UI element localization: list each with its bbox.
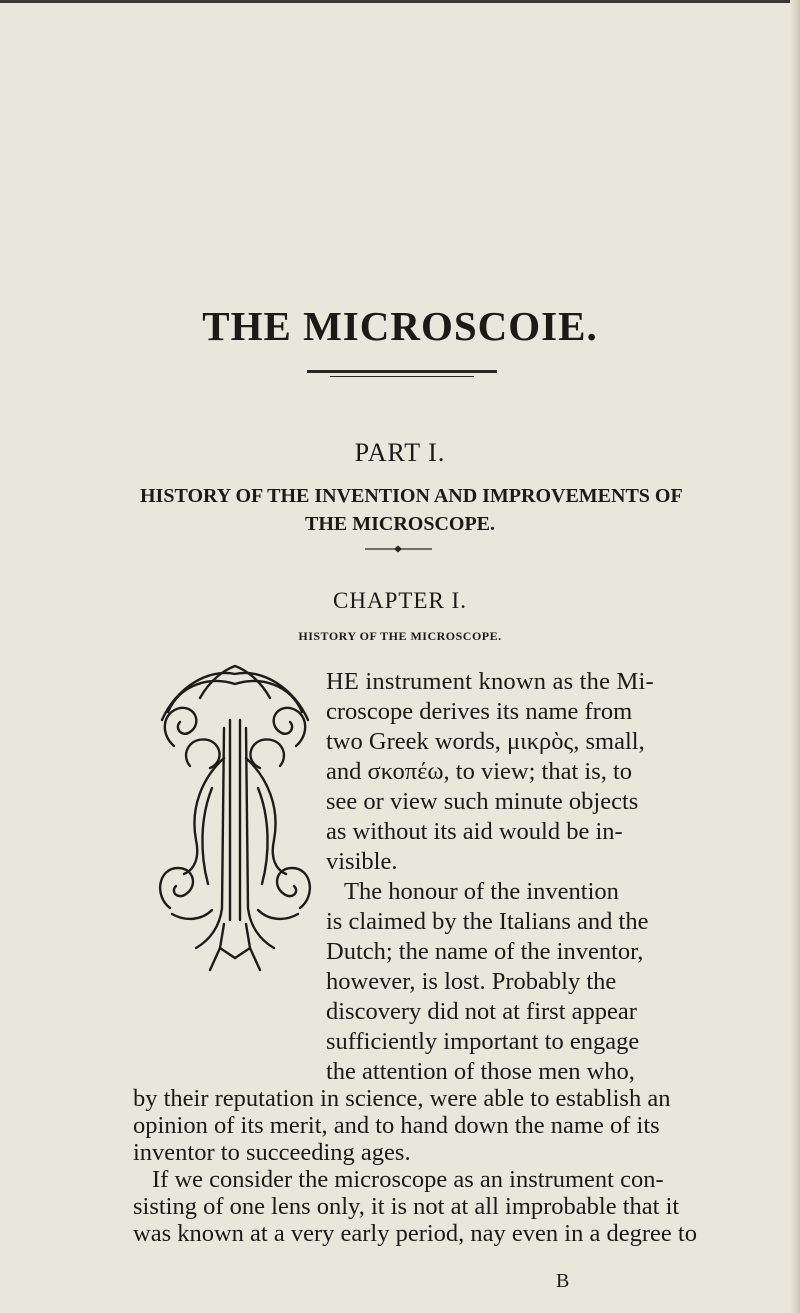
body-line-16: opinion of its merit, and to hand down the name of its	[133, 1112, 660, 1139]
part-subtitle-line-2: THE MICROSCOPE.	[304, 513, 496, 535]
body-line-1: HE instrument known as the Mi-	[326, 668, 654, 695]
body-line-5: see or view such minute objects	[326, 788, 639, 815]
body-line-11: however, is lost. Probably the	[326, 968, 617, 995]
page-edge-shadow	[790, 0, 800, 1313]
chapter-subtitle: HISTORY OF THE MICROSCOPE.	[298, 629, 502, 643]
title-rule-thin	[330, 376, 474, 377]
top-edge-line	[0, 0, 800, 3]
body-line-7: visible.	[326, 848, 398, 875]
body-line-18: If we consider the microscope as an instrument con-	[152, 1166, 664, 1193]
part-heading: PART I.	[354, 438, 446, 467]
body-line-10: Dutch; the name of the inventor,	[326, 938, 644, 965]
body-line-6: as without its aid would be in-	[326, 818, 623, 845]
title-rule-thick	[307, 370, 497, 373]
body-line-19: sisting of one lens only, it is not at all improbable that it	[133, 1193, 680, 1220]
ornamental-initial-letter	[150, 658, 320, 973]
chapter-heading: CHAPTER I.	[333, 588, 467, 613]
body-line-15: by their reputation in science, were able to establish an	[133, 1085, 671, 1112]
body-line-20: was known at a very early period, nay even in a degree to	[133, 1220, 697, 1247]
page-title: THE MICROSCOIE.	[202, 303, 598, 349]
body-line-4: and σκοπέω, to view; that is, to	[326, 758, 633, 785]
body-line-3: two Greek words, μικρὸς, small,	[326, 728, 645, 755]
ornamental-divider	[0, 543, 800, 555]
body-line-13: sufficiently important to engage	[326, 1028, 640, 1055]
body-line-9: is claimed by the Italians and the	[326, 908, 649, 935]
body-line-12: discovery did not at first appear	[326, 998, 637, 1025]
body-line-2: croscope derives its name from	[326, 698, 633, 725]
signature-mark: B	[556, 1270, 570, 1292]
body-line-14: the attention of those men who,	[326, 1058, 635, 1085]
body-line-8: The honour of the invention	[344, 878, 619, 905]
part-subtitle-line-1: HISTORY OF THE INVENTION AND IMPROVEMENTS OF	[140, 485, 683, 507]
part-subtitle	[140, 482, 800, 538]
body-line-17: inventor to succeeding ages.	[133, 1139, 411, 1166]
